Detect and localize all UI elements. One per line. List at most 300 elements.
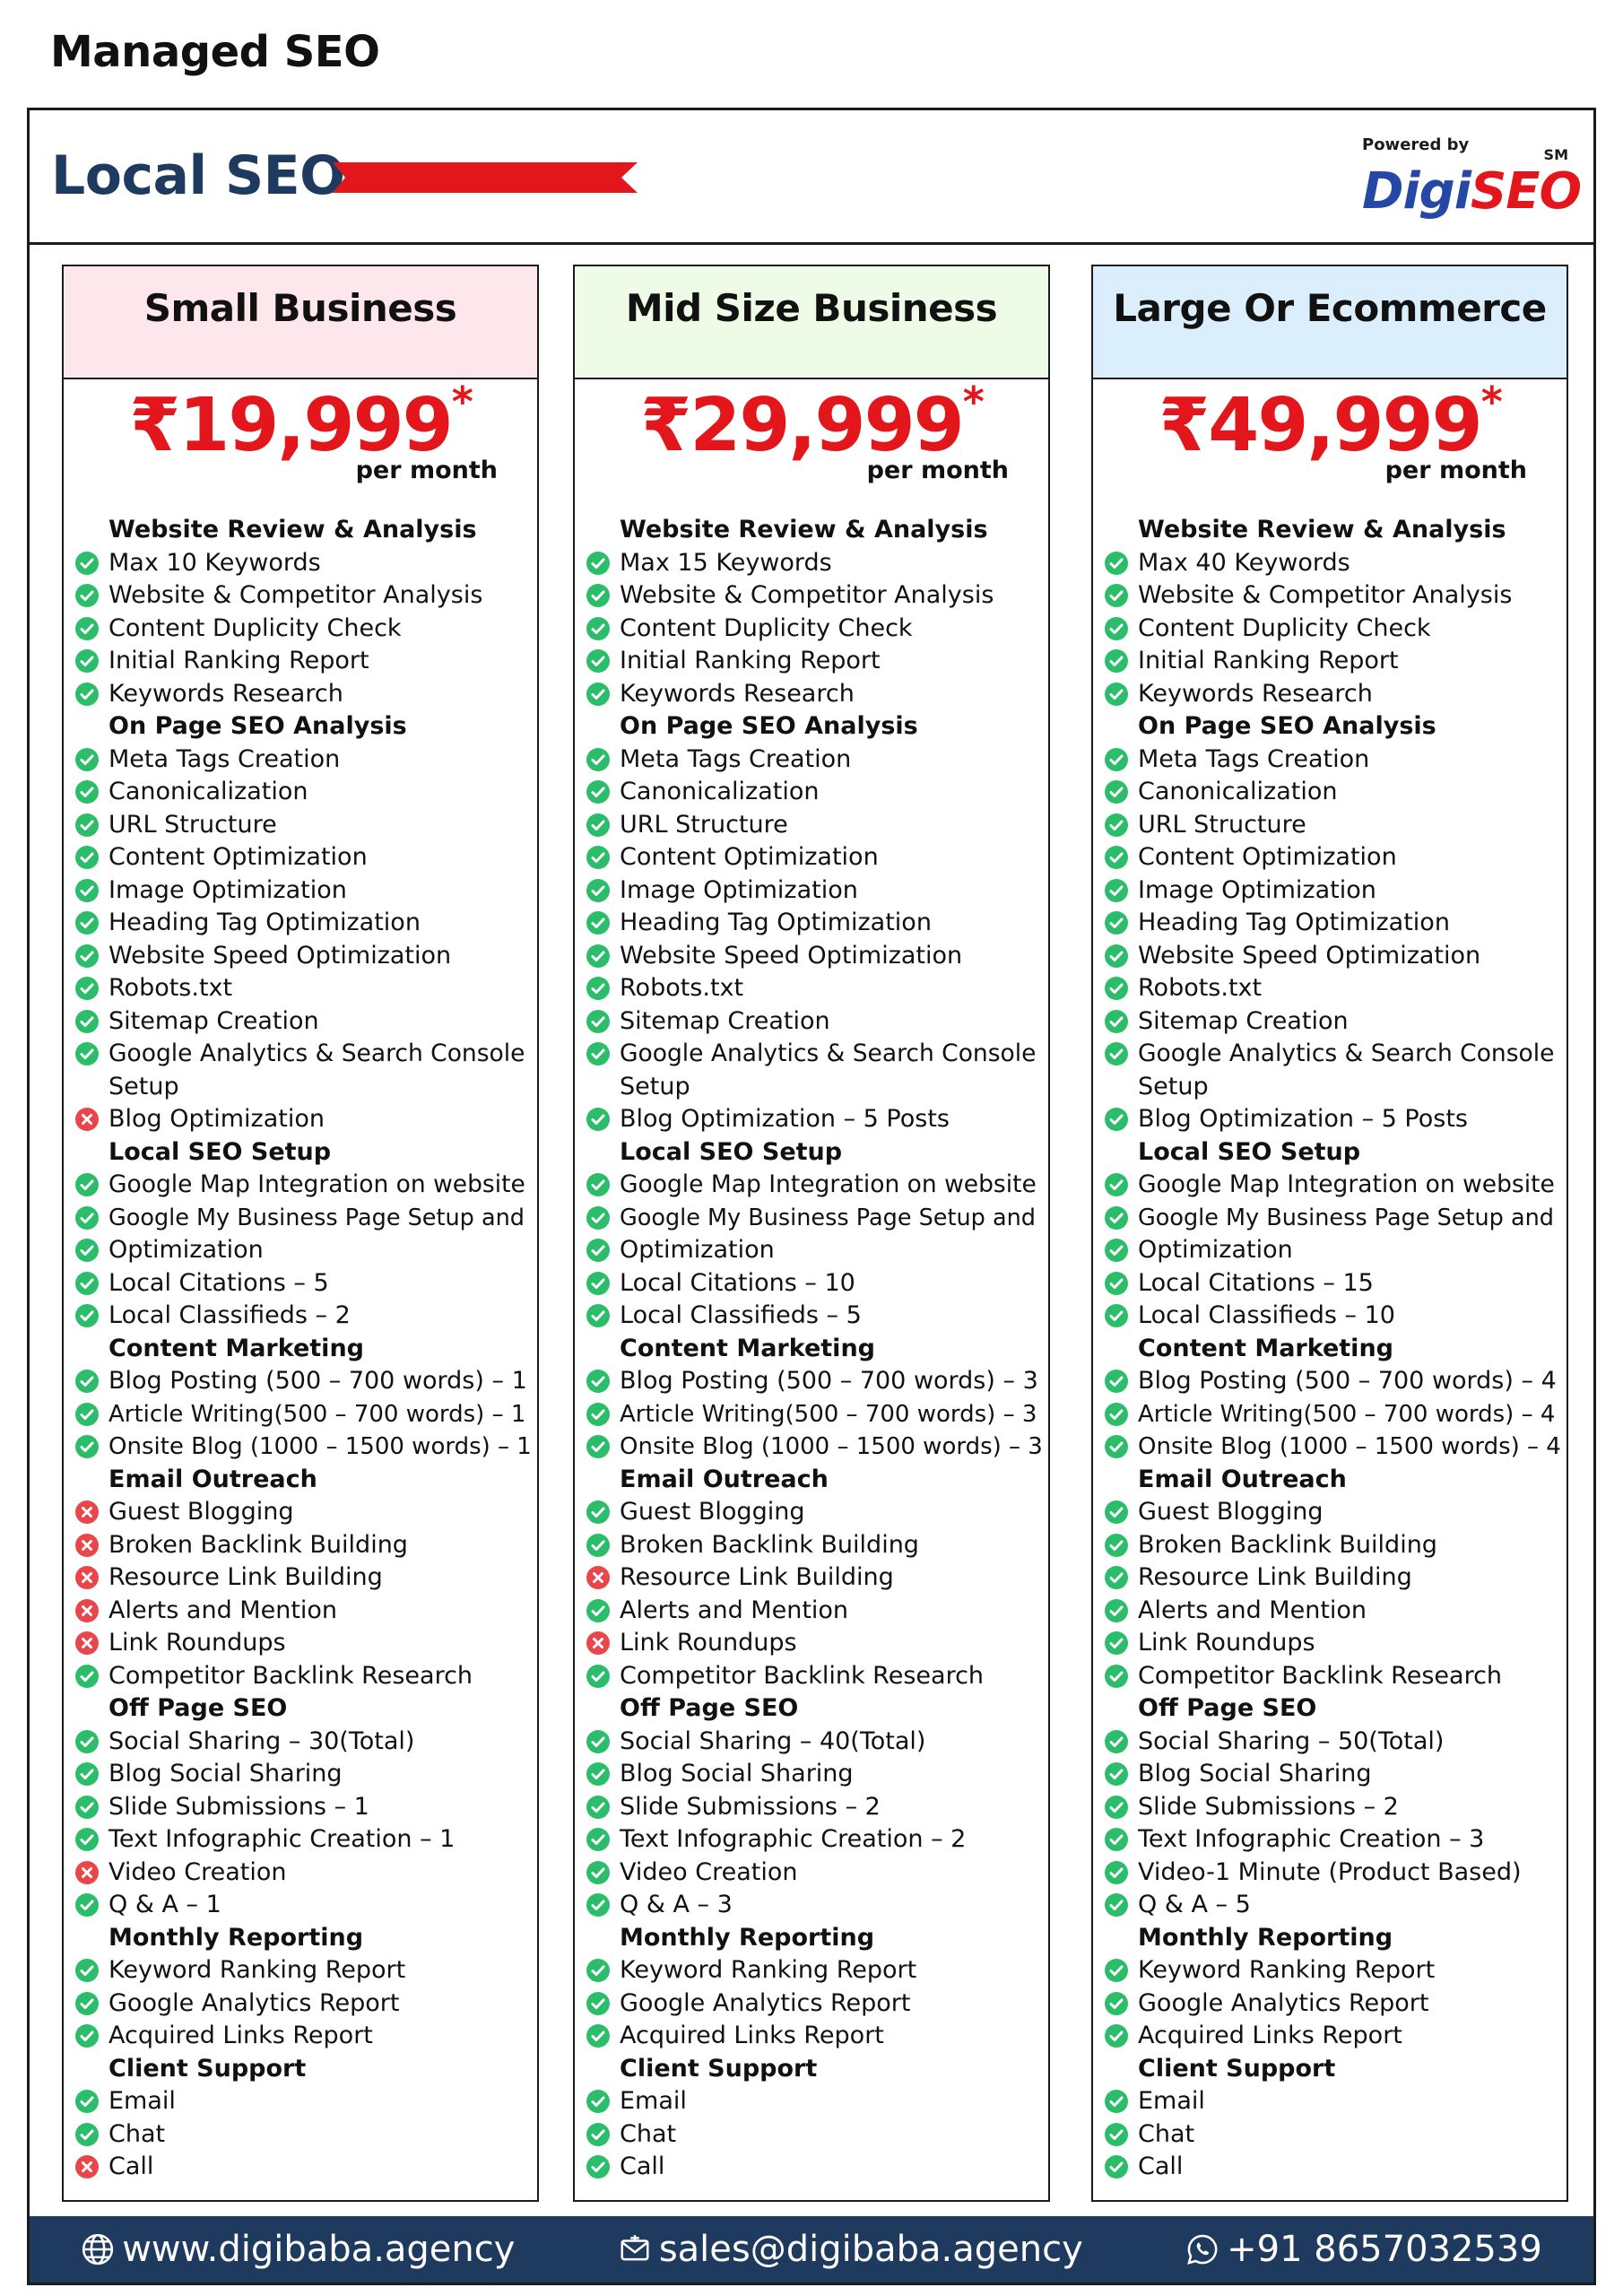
- feature-group-heading: [74, 1464, 532, 1497]
- feature-label: Q & A – 5: [1138, 1891, 1251, 1918]
- tier-name: Large Or Ecommerce: [1113, 286, 1547, 330]
- check-icon: [74, 1205, 100, 1231]
- feature-label: Chat: [108, 2119, 166, 2148]
- feature-label: Broken Backlink Building: [1138, 1530, 1437, 1559]
- cross-icon: [586, 1565, 611, 1590]
- feature-item: [74, 1954, 532, 1987]
- check-icon: [1104, 1565, 1129, 1590]
- feature-label: Alerts and Mention: [1138, 1596, 1367, 1624]
- feature-item: [586, 1954, 1043, 1987]
- feature-item: [1104, 776, 1561, 809]
- check-icon: [1104, 1041, 1129, 1066]
- check-icon: [74, 1369, 100, 1394]
- feature-label: Content Optimization: [108, 843, 368, 871]
- feature-group-heading: [1104, 1692, 1561, 1726]
- cross-icon: [74, 1107, 100, 1132]
- feature-label: Blog Posting (500 – 700 words) – 4: [1138, 1367, 1557, 1395]
- feature-item: [74, 1038, 532, 1071]
- check-icon: [1104, 1172, 1129, 1197]
- feature-label: Image Optimization: [108, 875, 347, 904]
- check-icon: [586, 747, 611, 772]
- feature-item: [1104, 1005, 1561, 1039]
- check-icon: [1104, 1303, 1129, 1328]
- feature-item: [586, 1889, 1043, 1922]
- feature-label: Google Map Integration on website: [1138, 1170, 1555, 1198]
- check-icon: [1104, 648, 1129, 674]
- feature-label: Competitor Backlink Research: [1138, 1661, 1503, 1690]
- feature-label: Website & Competitor Analysis: [620, 581, 994, 609]
- feature-item: [586, 972, 1043, 1005]
- feature-label: Google Analytics & Search Console: [1138, 1039, 1555, 1067]
- feature-label: Keywords Research: [1138, 679, 1373, 708]
- feature-label: Google Analytics & Search Console: [108, 1039, 525, 1067]
- feature-group-heading: [586, 710, 1043, 744]
- check-icon: [1104, 1631, 1129, 1656]
- check-icon: [74, 1271, 100, 1296]
- check-icon: [1104, 583, 1129, 608]
- feature-label: Competitor Backlink Research: [108, 1661, 473, 1690]
- sheet-header: [30, 110, 1593, 245]
- feature-group-heading: [1104, 514, 1561, 547]
- feature-label: Chat: [1138, 2119, 1195, 2148]
- feature-item: [586, 744, 1043, 777]
- check-icon: [586, 1369, 611, 1394]
- check-icon: [586, 1892, 611, 1918]
- feature-item: [74, 972, 532, 1005]
- feature-label: Content Marketing: [108, 1334, 364, 1362]
- brand-wordmark: [1362, 162, 1581, 221]
- brand-name-seo: SEO: [1470, 162, 1582, 221]
- brand-logo: [1362, 135, 1582, 225]
- feature-label: Google Analytics Report: [1138, 1988, 1429, 2017]
- envelope-icon: [618, 2232, 652, 2266]
- check-icon: [74, 1958, 100, 1983]
- section-title: Local SEO: [51, 144, 345, 207]
- feature-item: [74, 547, 532, 580]
- feature-item: [586, 1758, 1043, 1791]
- feature-item: [586, 1857, 1043, 1890]
- tier-header: [1093, 266, 1567, 379]
- feature-label: Setup: [620, 1072, 690, 1100]
- check-icon: [586, 1172, 611, 1197]
- feature-label: Client Support: [620, 2054, 818, 2083]
- tier-price: [64, 378, 537, 468]
- check-icon: [1104, 779, 1129, 804]
- check-icon: [586, 1041, 611, 1066]
- check-icon: [1104, 1434, 1129, 1459]
- check-icon: [586, 583, 611, 608]
- feature-group-heading: [586, 1922, 1043, 1955]
- check-icon: [586, 1860, 611, 1885]
- check-icon: [1104, 551, 1129, 576]
- feature-item: [1104, 809, 1561, 842]
- page-title: Managed SEO: [50, 27, 380, 77]
- feature-item: [586, 1398, 1043, 1431]
- feature-item: [74, 2020, 532, 2053]
- feature-label: Google Analytics Report: [620, 1988, 911, 2017]
- feature-item: [586, 1561, 1043, 1595]
- feature-item: [74, 1267, 532, 1300]
- check-icon: [74, 1041, 100, 1066]
- feature-item: [1104, 1365, 1561, 1398]
- feature-label: Optimization: [620, 1236, 775, 1264]
- check-icon: [586, 1827, 611, 1852]
- feature-item: [586, 1823, 1043, 1857]
- feature-label: Google My Business Page Setup and: [108, 1204, 525, 1231]
- feature-item: [74, 645, 532, 678]
- website-link[interactable]: [81, 2229, 515, 2270]
- feature-label: Image Optimization: [1138, 875, 1376, 904]
- feature-item: [74, 2118, 532, 2152]
- feature-label: Meta Tags Creation: [1138, 744, 1370, 773]
- feature-label: Website Speed Optimization: [1138, 941, 1481, 970]
- feature-label: Meta Tags Creation: [108, 744, 341, 773]
- feature-label: Monthly Reporting: [620, 1923, 875, 1952]
- feature-label: Video Creation: [620, 1857, 798, 1886]
- feature-item: [586, 1365, 1043, 1398]
- feature-label: Resource Link Building: [1138, 1563, 1412, 1591]
- feature-item: [1104, 874, 1561, 908]
- check-icon: [74, 944, 100, 969]
- feature-label: Q & A – 1: [108, 1891, 221, 1918]
- whatsapp-icon: [1185, 2232, 1219, 2266]
- check-icon: [74, 747, 100, 772]
- feature-item: [74, 1889, 532, 1922]
- check-icon: [586, 1303, 611, 1328]
- feature-label: Link Roundups: [620, 1629, 797, 1657]
- cross-icon: [74, 1631, 100, 1656]
- feature-label: Canonicalization: [108, 778, 308, 805]
- feature-item: [74, 1398, 532, 1431]
- feature-label: Social Sharing – 40(Total): [620, 1726, 926, 1755]
- feature-item: [1104, 1169, 1561, 1202]
- brand-name-digi: Digi: [1362, 162, 1471, 221]
- feature-item: [1104, 1529, 1561, 1562]
- feature-label: Acquired Links Report: [1138, 2022, 1402, 2049]
- feature-item: [74, 1595, 532, 1628]
- feature-label: Canonicalization: [1138, 778, 1338, 805]
- feature-item: [74, 1103, 532, 1136]
- feature-label: Website Review & Analysis: [108, 516, 477, 544]
- price-amount: ₹49,999: [1159, 383, 1481, 468]
- check-icon: [586, 1500, 611, 1525]
- check-icon: [586, 682, 611, 707]
- feature-group-heading: [74, 2053, 532, 2086]
- feature-group-heading: [74, 1333, 532, 1366]
- feature-group-heading: [1104, 1922, 1561, 1955]
- feature-label: Google Map Integration on website: [108, 1170, 525, 1198]
- feature-item: [586, 907, 1043, 940]
- feature-label: Email Outreach: [620, 1465, 829, 1493]
- feature-item: [1104, 1103, 1561, 1136]
- feature-item: [74, 874, 532, 908]
- feature-item: [586, 1267, 1043, 1300]
- feature-label: Local SEO Setup: [1138, 1137, 1361, 1166]
- feature-item: [1104, 1889, 1561, 1922]
- feature-label: Off Page SEO: [620, 1694, 799, 1722]
- feature-label: Max 15 Keywords: [620, 548, 832, 577]
- check-icon: [1104, 2154, 1129, 2179]
- feature-group-heading: [586, 1464, 1043, 1497]
- feature-label: Guest Blogging: [108, 1498, 294, 1526]
- feature-item: [1104, 1234, 1561, 1267]
- check-icon: [1104, 1238, 1129, 1263]
- check-icon: [1104, 878, 1129, 903]
- feature-label: Off Page SEO: [1138, 1694, 1317, 1722]
- feature-label: Resource Link Building: [108, 1563, 383, 1591]
- feature-item: [586, 2151, 1043, 2184]
- feature-label: Content Duplicity Check: [1138, 613, 1431, 642]
- feature-label: Google Map Integration on website: [620, 1170, 1037, 1198]
- feature-label: Email Outreach: [1138, 1465, 1347, 1493]
- feature-item: [1104, 1791, 1561, 1824]
- cross-icon: [74, 1860, 100, 1885]
- feature-item: [1104, 1267, 1561, 1300]
- check-icon: [586, 1402, 611, 1427]
- check-icon: [1104, 2023, 1129, 2048]
- feature-label: Blog Social Sharing: [1138, 1760, 1372, 1787]
- price-amount: ₹29,999: [640, 383, 963, 468]
- feature-item: [74, 1791, 532, 1824]
- email-link[interactable]: [618, 2229, 1083, 2270]
- check-icon: [74, 1402, 100, 1427]
- check-icon: [586, 1271, 611, 1296]
- feature-item: [74, 1202, 532, 1235]
- feature-item: [74, 776, 532, 809]
- feature-item: [586, 874, 1043, 908]
- service-mark: SM: [1543, 146, 1568, 163]
- feature-label: Google My Business Page Setup and: [620, 1204, 1036, 1231]
- check-icon: [1104, 1402, 1129, 1427]
- feature-item: [586, 645, 1043, 678]
- check-icon: [1104, 1860, 1129, 1885]
- feature-item: [1104, 1431, 1561, 1464]
- feature-label: Resource Link Building: [620, 1563, 894, 1591]
- feature-label: Email: [1138, 2087, 1205, 2115]
- check-icon: [1104, 1107, 1129, 1132]
- feature-label: Chat: [620, 2119, 677, 2148]
- feature-item: [74, 907, 532, 940]
- feature-item: [74, 2151, 532, 2184]
- feature-item: [74, 1365, 532, 1398]
- feature-label: Optimization: [108, 1236, 264, 1264]
- cross-icon: [74, 1565, 100, 1590]
- feature-label: Call: [1138, 2152, 1184, 2180]
- check-icon: [1104, 1958, 1129, 1983]
- feature-label: Onsite Blog (1000 – 1500 words) – 1: [108, 1433, 532, 1460]
- feature-group-heading: [1104, 1136, 1561, 1170]
- check-icon: [1104, 910, 1129, 935]
- check-icon: [1104, 1991, 1129, 2016]
- check-icon: [74, 1009, 100, 1034]
- cross-icon: [74, 1533, 100, 1558]
- feature-label: Monthly Reporting: [1138, 1923, 1393, 1952]
- feature-item: [1104, 1561, 1561, 1595]
- feature-label: Keyword Ranking Report: [620, 1956, 917, 1984]
- feature-label: Meta Tags Creation: [620, 744, 852, 773]
- feature-item: [1104, 1954, 1561, 1987]
- feature-item: [1104, 579, 1561, 613]
- feature-label: Slide Submissions – 2: [1138, 1792, 1399, 1821]
- feature-label: Content Optimization: [1138, 843, 1397, 871]
- pricing-sheet: [27, 108, 1596, 2285]
- feature-item: [1104, 1758, 1561, 1791]
- check-icon: [586, 648, 611, 674]
- feature-item: [586, 809, 1043, 842]
- feature-item: [1104, 547, 1561, 580]
- feature-item: [1104, 841, 1561, 874]
- check-icon: [586, 1991, 611, 2016]
- check-icon: [586, 1795, 611, 1820]
- feature-label: Blog Optimization: [108, 1105, 325, 1133]
- check-icon: [586, 1761, 611, 1787]
- feature-list: [575, 514, 1048, 2184]
- check-icon: [74, 2089, 100, 2114]
- tier-header: [64, 266, 537, 379]
- feature-label: Canonicalization: [620, 778, 820, 805]
- feature-item: [74, 1300, 532, 1333]
- feature-label: Website Speed Optimization: [108, 941, 452, 970]
- feature-item: [1104, 613, 1561, 646]
- check-icon: [74, 551, 100, 576]
- feature-label: Keywords Research: [108, 679, 343, 708]
- feature-label: Blog Posting (500 – 700 words) – 1: [108, 1367, 527, 1395]
- feature-label: Local Citations – 15: [1138, 1268, 1374, 1297]
- feature-item: [74, 1758, 532, 1791]
- check-icon: [586, 944, 611, 969]
- feature-label: Optimization: [1138, 1236, 1293, 1264]
- feature-label: Max 40 Keywords: [1138, 548, 1350, 577]
- feature-item: [586, 1202, 1043, 1235]
- feature-label: Content Marketing: [1138, 1334, 1393, 1362]
- feature-label: Initial Ranking Report: [620, 647, 881, 674]
- feature-item: [1104, 940, 1561, 973]
- feature-item: [586, 2085, 1043, 2118]
- feature-item: [1104, 1857, 1561, 1890]
- check-icon: [586, 878, 611, 903]
- feature-label: Image Optimization: [620, 875, 858, 904]
- tier-card-mid-size-business: [573, 265, 1050, 2202]
- check-icon: [1104, 1892, 1129, 1918]
- feature-item: [74, 1627, 532, 1660]
- phone-link[interactable]: [1185, 2229, 1542, 2270]
- price-block: [1093, 379, 1567, 514]
- feature-item: [74, 1726, 532, 1759]
- feature-item: [1104, 1071, 1561, 1104]
- check-icon: [1104, 1271, 1129, 1296]
- feature-label: Robots.txt: [620, 974, 744, 1002]
- feature-item: [74, 1857, 532, 1890]
- feature-group-heading: [586, 1136, 1043, 1170]
- check-icon: [1104, 2122, 1129, 2147]
- feature-item: [1104, 1202, 1561, 1235]
- feature-item: [586, 613, 1043, 646]
- check-icon: [1104, 1729, 1129, 1754]
- check-icon: [74, 1729, 100, 1754]
- feature-item: [74, 1660, 532, 1693]
- feature-item: [74, 1431, 532, 1464]
- feature-group-heading: [586, 1692, 1043, 1726]
- check-icon: [74, 1991, 100, 2016]
- check-icon: [586, 813, 611, 838]
- feature-label: Social Sharing – 30(Total): [108, 1726, 415, 1755]
- feature-item: [586, 678, 1043, 711]
- feature-label: Robots.txt: [1138, 974, 1263, 1002]
- check-icon: [586, 2089, 611, 2114]
- check-icon: [1104, 1795, 1129, 1820]
- check-icon: [586, 1533, 611, 1558]
- feature-label: Blog Posting (500 – 700 words) – 3: [620, 1367, 1038, 1395]
- feature-group-heading: [1104, 1464, 1561, 1497]
- price-asterisk: *: [962, 378, 983, 426]
- feature-label: Sitemap Creation: [108, 1006, 319, 1035]
- feature-item: [586, 1595, 1043, 1628]
- check-icon: [1104, 2089, 1129, 2114]
- feature-item: [74, 1169, 532, 1202]
- feature-label: Local SEO Setup: [620, 1137, 843, 1166]
- check-icon: [586, 1664, 611, 1689]
- feature-item: [1104, 1627, 1561, 1660]
- feature-item: [74, 1987, 532, 2021]
- feature-label: Client Support: [108, 2054, 307, 2083]
- indent-spacer: [1104, 1074, 1129, 1100]
- check-icon: [586, 1434, 611, 1459]
- feature-item: [586, 940, 1043, 973]
- check-icon: [74, 1795, 100, 1820]
- feature-label: Google My Business Page Setup and: [1138, 1204, 1554, 1231]
- tier-price: [575, 378, 1048, 468]
- feature-item: [586, 1169, 1043, 1202]
- feature-label: Text Infographic Creation – 1: [108, 1825, 456, 1853]
- feature-label: Website Review & Analysis: [620, 516, 988, 544]
- feature-item: [1104, 2020, 1561, 2053]
- feature-label: Website & Competitor Analysis: [108, 581, 483, 609]
- powered-by-label: Powered by: [1362, 135, 1470, 154]
- feature-label: Off Page SEO: [108, 1694, 288, 1722]
- feature-item: [586, 1529, 1043, 1562]
- check-icon: [586, 616, 611, 641]
- indent-spacer: [586, 1074, 611, 1100]
- check-icon: [74, 1827, 100, 1852]
- feature-label: Article Writing(500 – 700 words) – 3: [620, 1400, 1037, 1428]
- check-icon: [74, 1303, 100, 1328]
- feature-item: [74, 1823, 532, 1857]
- tier-name: Small Business: [143, 286, 457, 330]
- feature-label: Local Citations – 10: [620, 1268, 855, 1297]
- feature-label: Call: [108, 2152, 154, 2180]
- price-period: per month: [1384, 457, 1527, 484]
- cross-icon: [74, 2154, 100, 2179]
- feature-item: [74, 940, 532, 973]
- feature-label: Acquired Links Report: [620, 2022, 884, 2049]
- feature-label: Website Review & Analysis: [1138, 516, 1506, 544]
- check-icon: [586, 1598, 611, 1623]
- feature-item: [1104, 972, 1561, 1005]
- check-icon: [74, 1238, 100, 1263]
- feature-item: [74, 809, 532, 842]
- feature-group-heading: [586, 2053, 1043, 2086]
- check-icon: [1104, 747, 1129, 772]
- check-icon: [1104, 1598, 1129, 1623]
- feature-label: On Page SEO Analysis: [108, 712, 407, 740]
- feature-item: [586, 2118, 1043, 2152]
- feature-label: Video Creation: [108, 1857, 287, 1886]
- check-icon: [586, 551, 611, 576]
- feature-item: [74, 613, 532, 646]
- cross-icon: [74, 1500, 100, 1525]
- tier-header: [575, 266, 1048, 379]
- feature-label: Content Optimization: [620, 843, 879, 871]
